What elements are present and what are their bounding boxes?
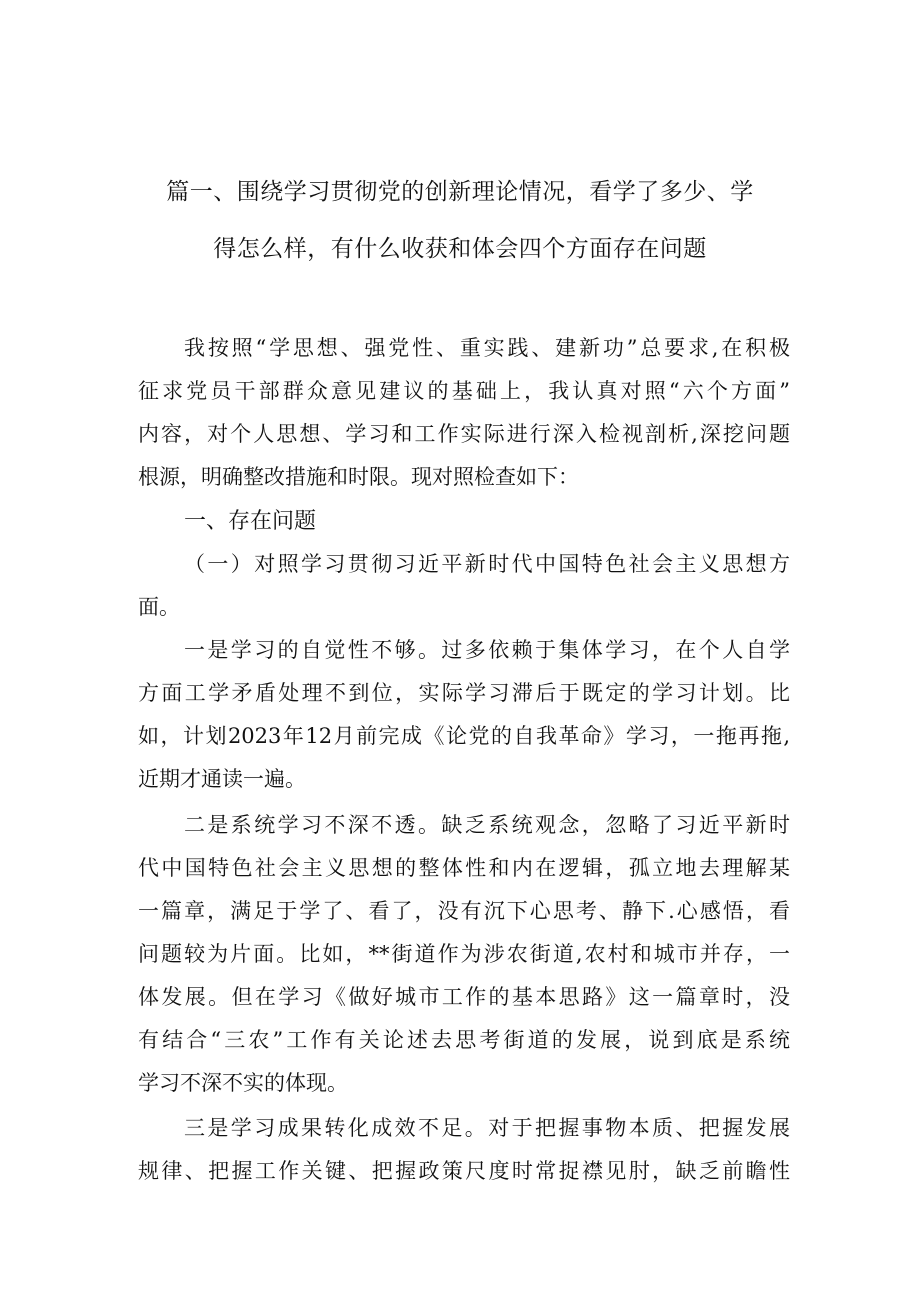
intro-line-3: 内容，对个人思想、学习和工作实际进行深入检视剖析,深挖问题 — [138, 422, 790, 446]
document-title-line-2: 得怎么样，有什么收获和体会四个方面存在问题 — [213, 236, 707, 262]
intro-line-4: 根源，明确整改措施和时限。现对照检查如下： — [138, 465, 579, 489]
para2-line-4: 问题较为片面。比如，**街道作为涉农街道,农村和城市并存，一 — [138, 942, 790, 966]
subsection-line-2: 面。 — [138, 595, 180, 619]
intro-line-2: 征求党员干部群众意见建议的基础上，我认真对照“六个方面” — [138, 379, 790, 403]
para3-line-2: 规律、把握工作关键、把握政策尺度时常捉襟见肘，缺乏前瞻性 — [138, 1159, 790, 1183]
para2-line-7: 学习不深不实的体现。 — [138, 1071, 348, 1095]
para1-line-4: 近期才通读一遍。 — [138, 767, 306, 791]
para2-line-2: 代中国特色社会主义思想的整体性和内在逻辑，孤立地去理解某 — [138, 856, 790, 880]
para3-line-1: 三是学习成果转化成效不足。对于把握事物本质、把握发展 — [184, 1116, 790, 1140]
para2-line-5: 体发展。但在学习《做好城市工作的基本思路》这一篇章时，没 — [138, 985, 790, 1009]
document-title-line-1: 篇一、围绕学习贯彻党的创新理论情况，看学了多少、学 — [166, 179, 754, 205]
subsection-line-1: （一）对照学习贯彻习近平新时代中国特色社会主义思想方 — [184, 552, 790, 576]
section-heading: 一、存在问题 — [184, 509, 317, 534]
para2-line-1: 二是系统学习不深不透。缺乏系统观念，忽略了习近平新时 — [184, 813, 790, 837]
para1-line-3: 如，计划2023年12月前完成《论党的自我革命》学习，一拖再拖, — [138, 724, 790, 748]
para1-line-2: 方面工学矛盾处理不到位，实际学习滞后于既定的学习计划。比 — [138, 681, 790, 705]
para2-line-3: 一篇章，满足于学了、看了，没有沉下心思考、静下.心感悟，看 — [138, 899, 790, 923]
para1-line-1: 一是学习的自觉性不够。过多依赖于集体学习，在个人自学 — [184, 638, 790, 662]
intro-line-1: 我按照“学思想、强党性、重实践、建新功”总要求,在积极 — [184, 336, 790, 360]
para2-line-6: 有结合“三农”工作有关论述去思考街道的发展，说到底是系统 — [138, 1028, 790, 1052]
